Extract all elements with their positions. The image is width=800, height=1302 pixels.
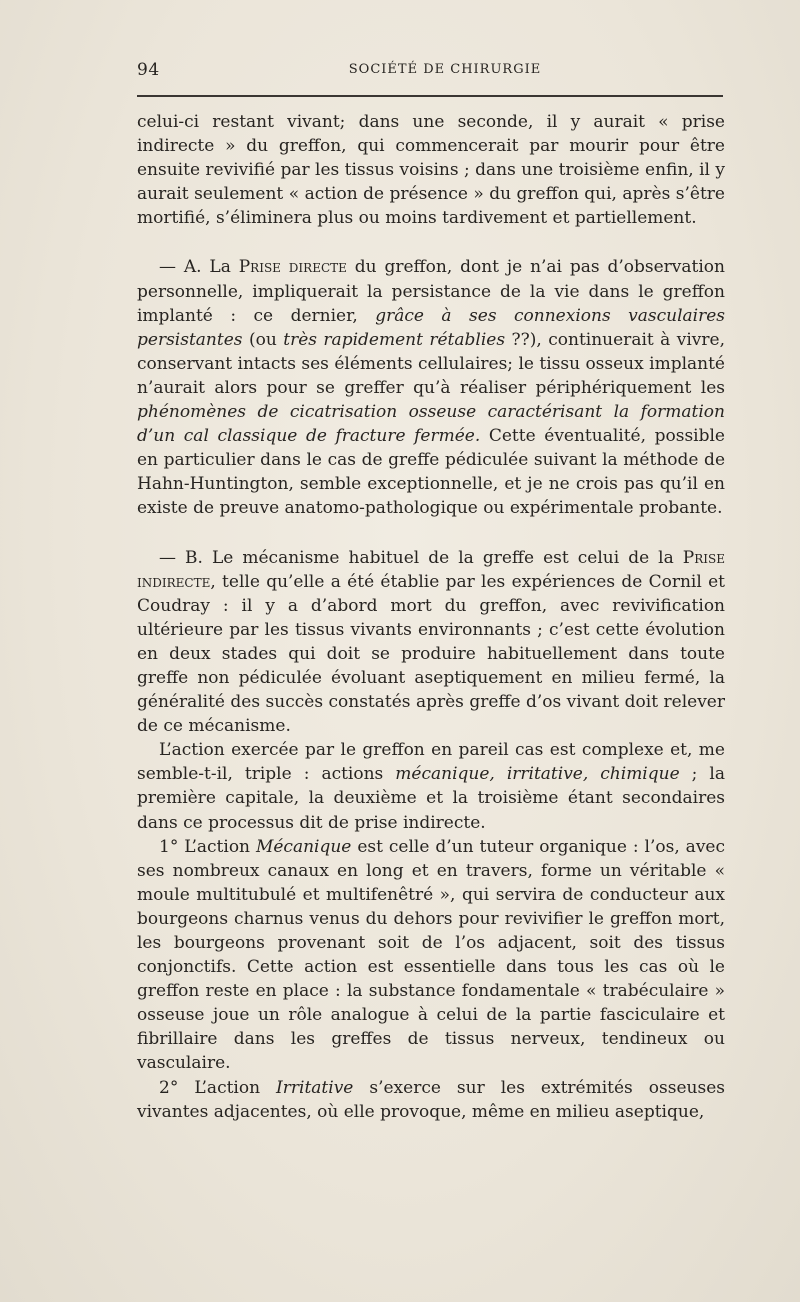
text-run: , telle qu’elle a été établie par les expériences de Cornil et Coudray : il y a d’abord mort du greffon, avec revivification ultérieure par les tissus vivants environnants ; c’est cette évolution en deux stades qui doit se produire habituellement dans toute greffe non pédiculée évoluant aseptiquement en milieu fermé, la généralité des succès constatés après greffe d’os vivant doit relever de ce mécanisme.: [137, 571, 725, 737]
italic-phrase: phénomènes de cicatrisation osseuse caractérisant la formation d’un cal classique de fracture fermée.: [137, 402, 725, 447]
small-caps-term: Prise indirecte: [137, 547, 725, 592]
text-run: Cette éventualité, possible en particulier dans le cas de greffe pédiculée suivant la méthode de Hahn-Huntington, semble exceptionnelle, et je ne crois pas qu’il en existe de preuve anatomo-pathologique ou expérimentale probante.: [137, 426, 725, 519]
italic-phrase: Irritative: [276, 1077, 354, 1098]
paragraph-prise-directe: [137, 255, 725, 520]
body-text: [137, 110, 725, 1124]
paragraph-action-mecanique: [137, 835, 725, 1076]
text-run: du greffon, dont je n’ai pas d’observation personnelle, impliquerait la persistance de la vie dans le greffon implanté : ce dernier,: [137, 257, 725, 326]
text-run: L’action exercée par le greffon en pareil cas est complexe et, me semble-t-il, triple : actions: [137, 740, 725, 785]
paragraph-prise-indirecte: [137, 546, 725, 739]
page-number: 94: [137, 60, 160, 80]
text-run: est celle d’un tuteur organique : l’os, avec ses nombreux canaux en long et en travers, forme un véritable « moule multitubulé et multifenêtré », qui servira de conducteur aux bourgeons charnus venus du dehors pour revivifier le greffon mort, les bourgeons provenant soit de l’os adjacent, soit des tissus conjonctifs. Cette action est essentielle dans tous les cas où le greffon reste en place : la substance fondamentale « trabéculaire » osseuse joue un rôle analogue à celui de la partie fasciculaire et fibrillaire dans les greffes de tissus nerveux, tendineux ou vasculaire.: [137, 836, 726, 1074]
italic-phrase: mécanique, irritative, chimique: [395, 764, 680, 785]
paragraph-1: celui-ci restant vivant; dans une seconde, il y aurait « prise indirecte » du greffon, qui commencerait par mourir pour être ensuite revivifié par les tissus voisins ; dans une troisième enfin, il y aurait seulement « action de présence » du greffon qui, après s’être mortifié, s’éliminera plus ou moins tardivement et partiellement.: [137, 112, 725, 229]
text-run: — A. La: [159, 257, 239, 278]
text-run: ; la première capitale, la deuxième et la troisième étant secondaires dans ce processus dit de prise indirecte.: [137, 764, 725, 833]
italic-phrase: grâce à ses connexions vasculaires persistantes: [137, 305, 725, 350]
text-run: 2° L’action: [159, 1077, 277, 1098]
header-rule: [137, 95, 723, 97]
italic-phrase: Mécanique: [255, 836, 352, 857]
text-run: ??), continuerait à vivre, conservant intacts ses éléments cellulaires; le tissu osseux implanté n’aurait alors pour se greffer qu’à réaliser périphériquement les: [137, 329, 726, 398]
text-run: s’exerce sur les extrémités osseuses vivantes adjacentes, où elle provoque, même en milieu aseptique,: [137, 1077, 725, 1122]
running-head: [137, 60, 723, 84]
paragraph-action-irritative: [137, 1076, 725, 1124]
text-run: 1° L’action: [159, 836, 256, 857]
small-caps-term: Prise directe: [238, 257, 347, 278]
italic-phrase: très rapidement rétablies: [283, 329, 506, 350]
text-run: (ou: [242, 329, 284, 350]
paragraph-action-complexe: [137, 738, 725, 834]
running-title: SOCIÉTÉ DE CHIRURGIE: [348, 62, 542, 77]
text-run: — B. Le mécanisme habituel de la greffe est celui de la: [159, 547, 683, 568]
